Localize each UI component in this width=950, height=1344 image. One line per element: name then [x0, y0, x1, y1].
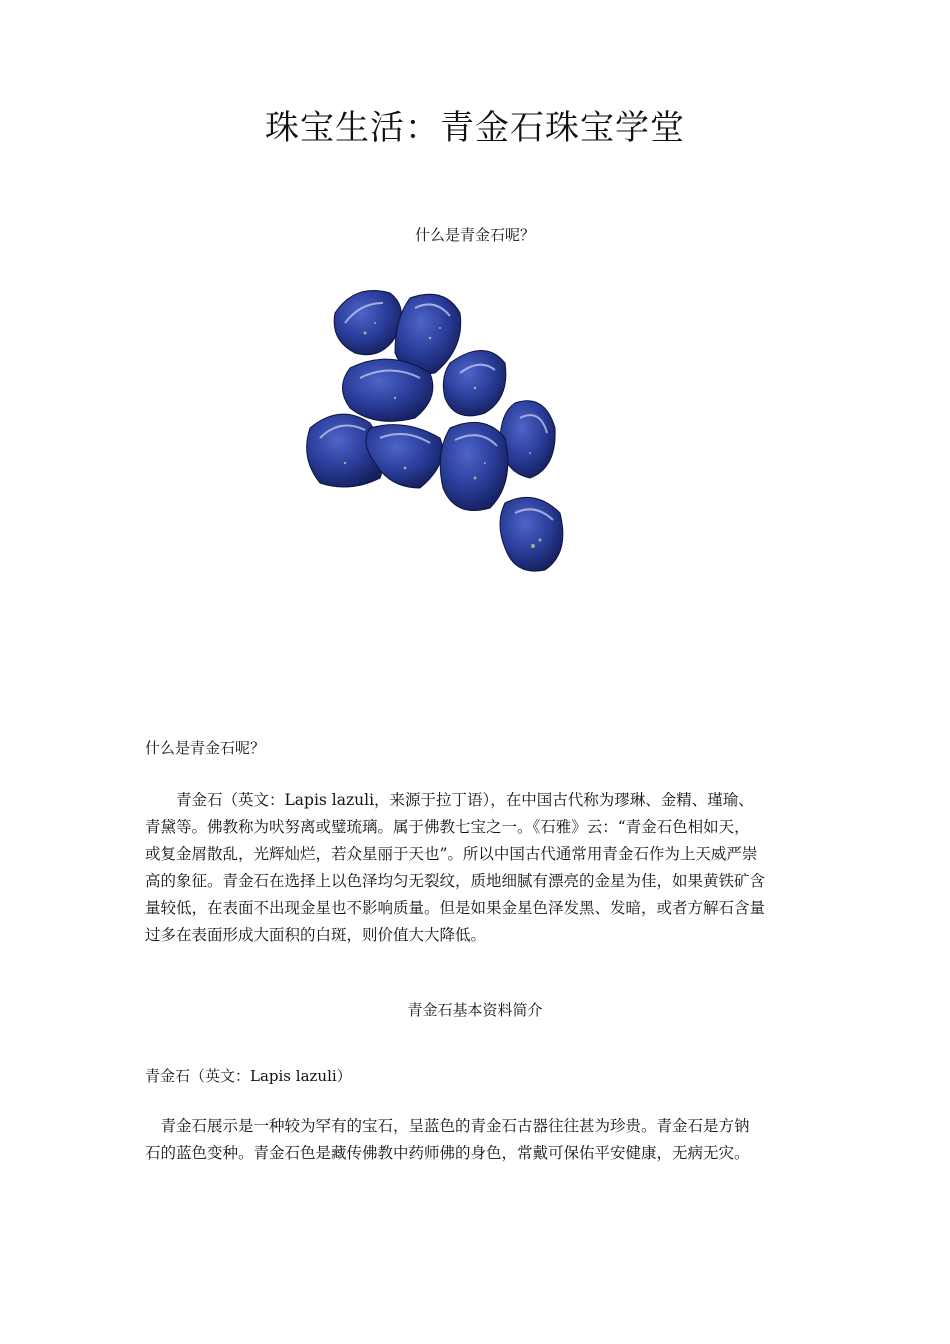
stone-5	[500, 401, 555, 478]
paragraph-line: 量较低，在表面不出现金星也不影响质量。但是如果金星色泽发黑、发暗，或者方解石含量	[145, 899, 766, 917]
paragraph-line: 或复金屑散乱，光辉灿烂，若众星丽于天也”。所以中国古代通常用青金石作为上天威严崇	[145, 845, 758, 863]
stone-1	[334, 291, 401, 355]
paragraph-line: 青金石（英文：Lapis lazuli，来源于拉丁语），在中国古代称为璆琳、金精、瑾瑜、	[145, 791, 754, 809]
stone-4	[443, 351, 506, 416]
paragraph-line: 青金石展示是一种较为罕有的宝石，呈蓝色的青金石古器往往甚为珍贵。青金石是方钠	[145, 1117, 750, 1135]
section2-paragraph	[145, 1113, 835, 1167]
paragraph-line: 高的象征。青金石在选择上以色泽均匀无裂纹，质地细腻有漂亮的金星为佳，如果黄铁矿含	[145, 872, 766, 890]
paragraph-line: 青黛等。佛教称为吠努离或璧琉璃。属于佛教七宝之一。《石雅》云：“青金石色相如天，	[145, 818, 750, 836]
stone-group	[307, 291, 563, 572]
section1-paragraph	[145, 787, 835, 949]
page-title: 珠宝生活：青金石珠宝学堂	[265, 108, 685, 148]
section2-subheading: 青金石（英文：Lapis lazuli）	[145, 1067, 352, 1085]
paragraph-line: 石的蓝色变种。青金石色是藏传佛教中药师佛的身色，常戴可保佑平安健康，无病无灾。	[145, 1144, 750, 1162]
section2-heading: 青金石基本资料简介	[407, 1001, 543, 1019]
lapis-stones-image	[295, 278, 575, 578]
section1-heading: 什么是青金石呢？	[145, 739, 266, 757]
intro-heading: 什么是青金石呢？	[414, 226, 535, 244]
stone-3	[343, 359, 433, 421]
paragraph-line: 过多在表面形成大面积的白斑，则价值大大降低。	[145, 926, 487, 944]
